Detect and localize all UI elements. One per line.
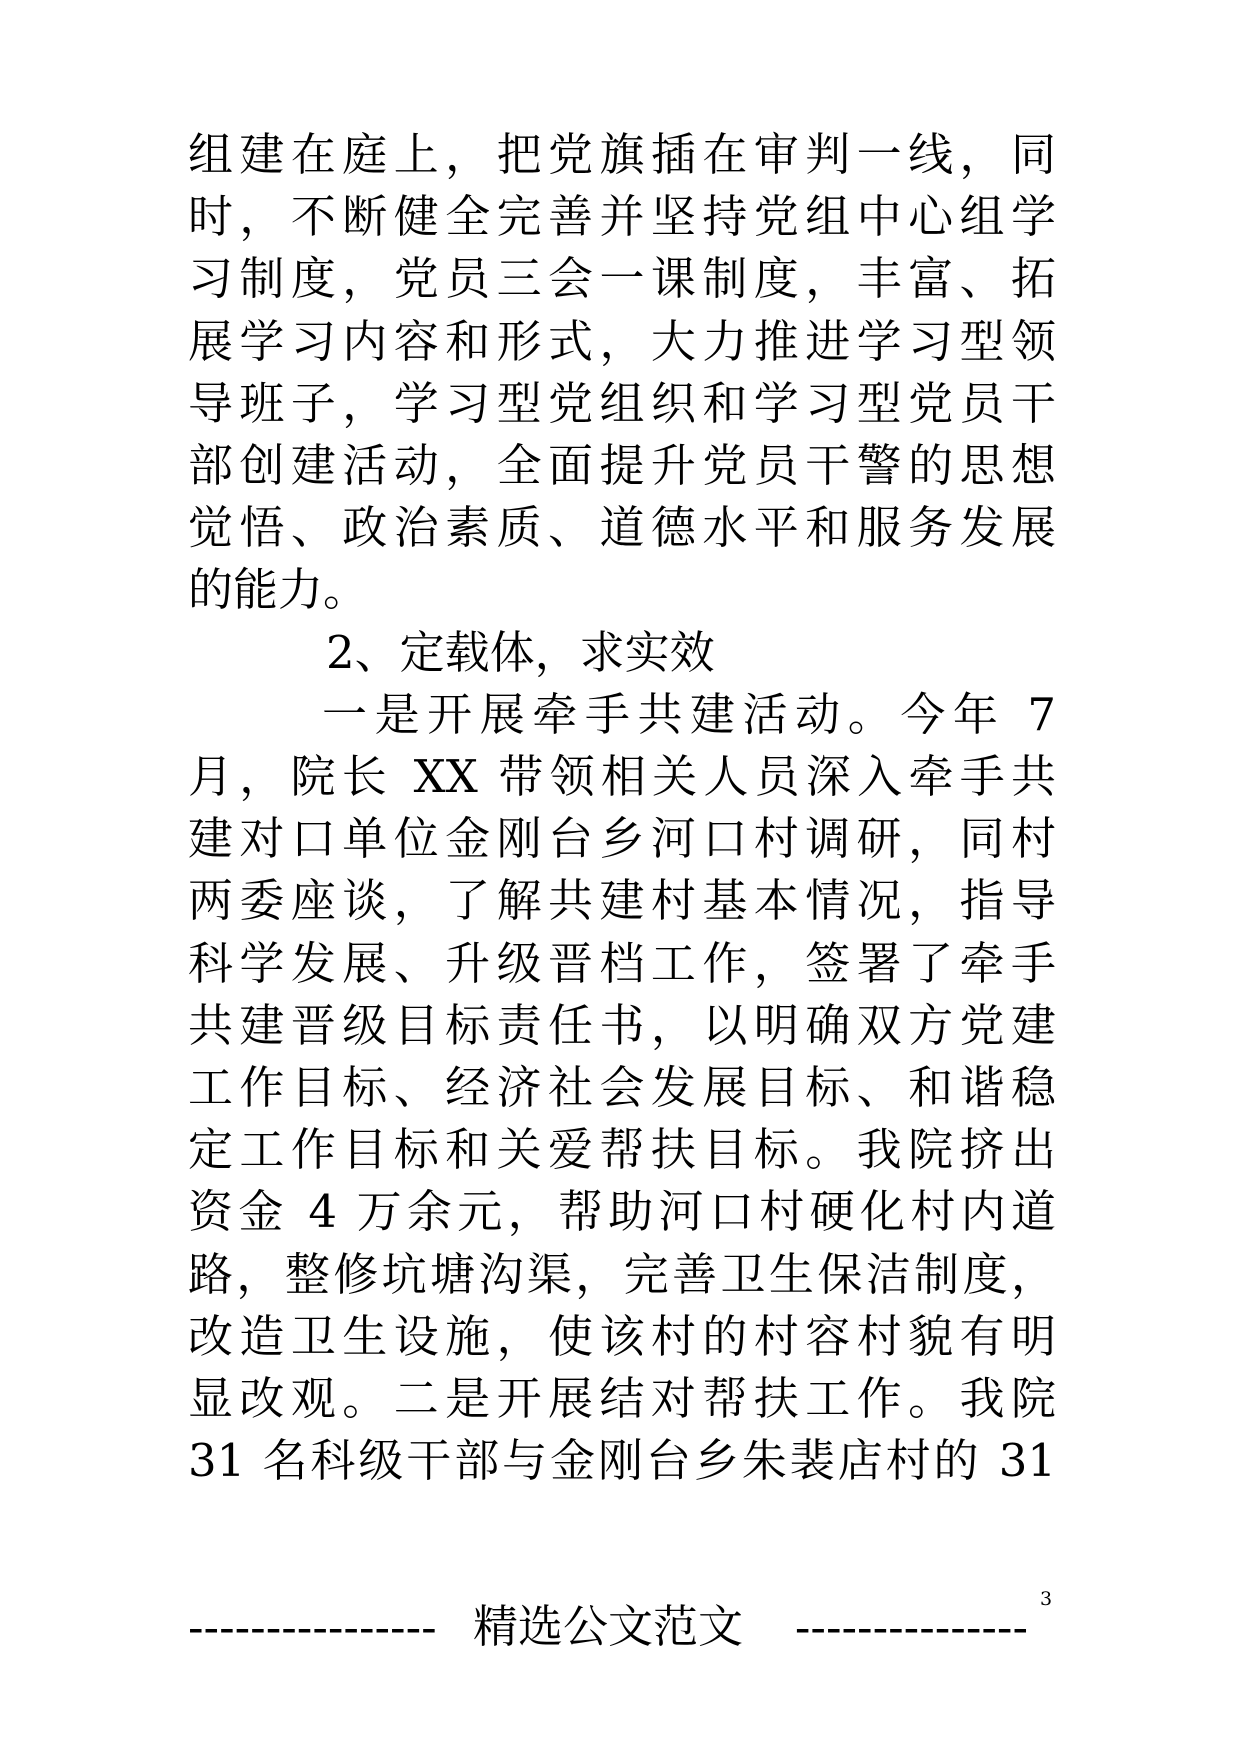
text-line: 建对口单位金刚台乡河口村调研，同村 xyxy=(188,812,1056,865)
text-line: 的能力。 xyxy=(188,563,369,616)
text-line: 展学习内容和形式，大力推进学习型领 xyxy=(188,315,1056,368)
text-line: 资金 4 万余元，帮助河口村硬化村内道 xyxy=(188,1185,1056,1238)
text-line: 31 名科级干部与金刚台乡朱裴店村的 31 xyxy=(188,1434,1056,1487)
text-line: 月，院长 XX 带领相关人员深入牵手共 xyxy=(188,750,1056,803)
text-line: 觉悟、政治素质、道德水平和服务发展 xyxy=(188,501,1056,554)
text-line: 工作目标、经济社会发展目标、和谐稳 xyxy=(188,1061,1056,1114)
section-heading: 2、定载体，求实效 xyxy=(326,626,715,679)
text-line: 一是开展牵手共建活动。今年 7 xyxy=(322,688,1056,741)
text-line: 改造卫生设施，使该村的村容村貌有明 xyxy=(188,1310,1056,1363)
text-line: 路，整修坑塘沟渠，完善卫生保洁制度， xyxy=(188,1248,1056,1301)
footer-label: 精选公文范文 xyxy=(473,1600,744,1653)
footer-dashes-left: ---------------- xyxy=(188,1600,437,1654)
text-line: 习制度，党员三会一课制度，丰富、拓 xyxy=(188,252,1056,305)
text-line: 定工作目标和关爱帮扶目标。我院挤出 xyxy=(188,1123,1056,1176)
page-footer xyxy=(188,1596,1028,1658)
text-line: 部创建活动，全面提升党员干警的思想 xyxy=(188,439,1056,492)
text-line: 导班子，学习型党组织和学习型党员干 xyxy=(188,377,1056,430)
text-line: 两委座谈，了解共建村基本情况，指导 xyxy=(188,874,1056,927)
text-line: 共建晋级目标责任书，以明确双方党建 xyxy=(188,999,1056,1052)
text-line: 组建在庭上，把党旗插在审判一线，同 xyxy=(188,128,1056,181)
text-line: 时，不断健全完善并坚持党组中心组学 xyxy=(188,190,1056,243)
text-line: 显改观。二是开展结对帮扶工作。我院 xyxy=(188,1372,1056,1425)
page-number: 3 xyxy=(1040,1588,1053,1610)
footer-dashes-right: --------------- xyxy=(794,1600,1029,1654)
text-line: 科学发展、升级晋档工作，签署了牵手 xyxy=(188,937,1056,990)
